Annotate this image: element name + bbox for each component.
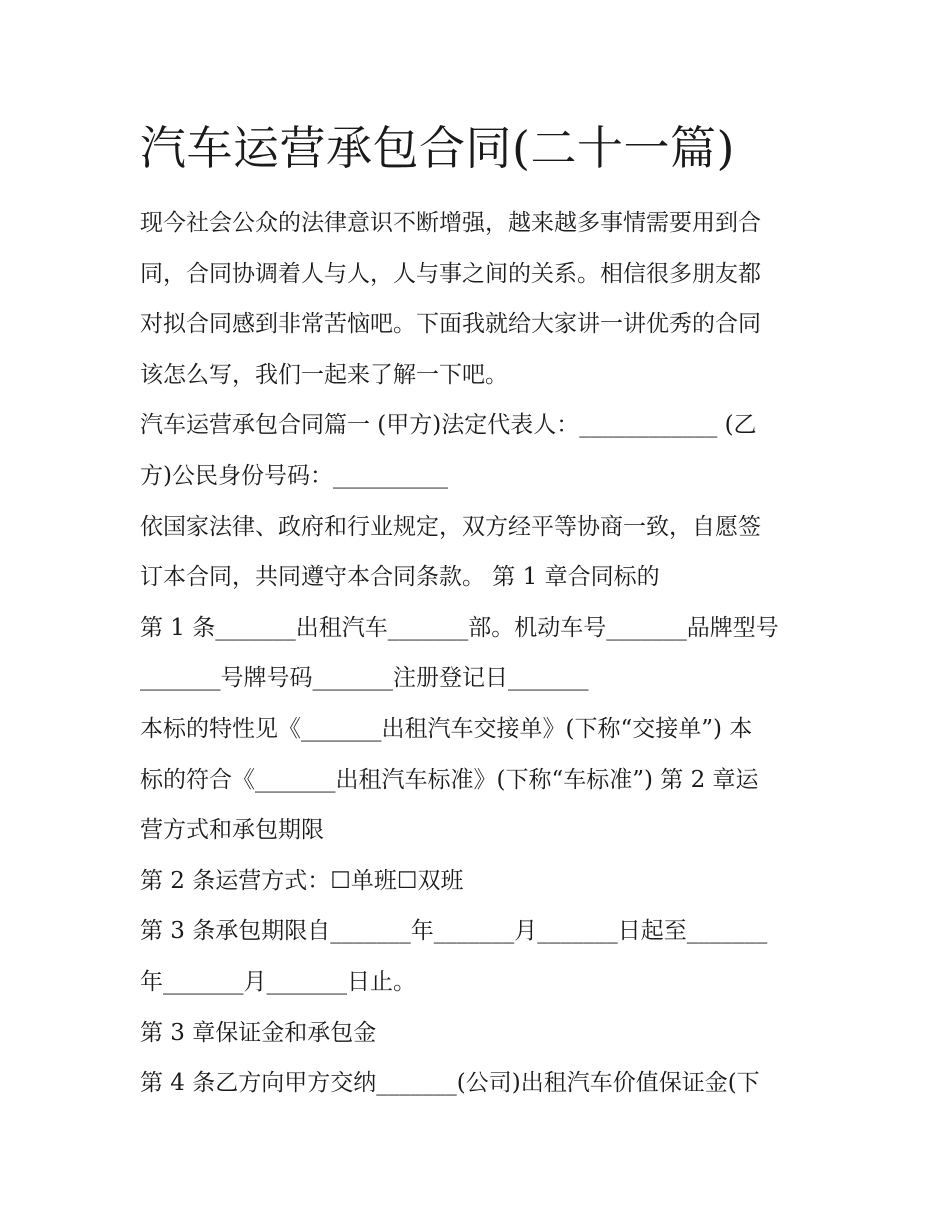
- text-line: 同，合同协调着人与人，人与事之间的关系。相信很多朋友都: [140, 260, 761, 287]
- text-line: 汽车运营承包合同篇一 (甲方)法定代表人：____________ (乙: [140, 412, 757, 439]
- text-line: 本标的特性见《_______出租汽车交接单》(下称“交接单”) 本: [140, 715, 753, 742]
- text-line: 第 2 条运营方式：☐单班☐双班: [140, 867, 464, 894]
- text-line: _______号牌号码_______注册登记日_______: [140, 665, 589, 692]
- text-line: 营方式和承包期限: [140, 817, 324, 844]
- text-line: 方)公民身份号码：__________: [140, 462, 448, 489]
- text-line: 年_______月_______日止。: [140, 968, 416, 995]
- text-line: 对拟合同感到非常苦恼吧。下面我就给大家讲一讲优秀的合同: [140, 311, 761, 338]
- document-body: [140, 198, 820, 1109]
- text-line: 该怎么写，我们一起来了解一下吧。: [140, 361, 508, 388]
- text-line: 第 3 条承包期限自_______年_______月_______日起至_______: [140, 918, 768, 945]
- text-line: 标的符合《_______出租汽车标准》(下称“车标准”) 第 2 章运: [140, 766, 759, 793]
- text-line: 第 4 条乙方向甲方交纳_______(公司)出租汽车价值保证金(下: [140, 1070, 760, 1097]
- text-line: 现今社会公众的法律意识不断增强，越来越多事情需要用到合: [140, 210, 761, 236]
- document-title: 汽车运营承包合同(二十一篇): [140, 121, 735, 175]
- text-line: 第 3 章保证金和承包金: [140, 1019, 377, 1046]
- text-line: 依国家法律、政府和行业规定，双方经平等协商一致，自愿签: [140, 513, 761, 540]
- text-line: 订本合同，共同遵守本合同条款。 第 1 章合同标的: [140, 564, 660, 591]
- text-line: 第 1 条_______出租汽车_______部。机动车号_______品牌型号: [140, 614, 779, 641]
